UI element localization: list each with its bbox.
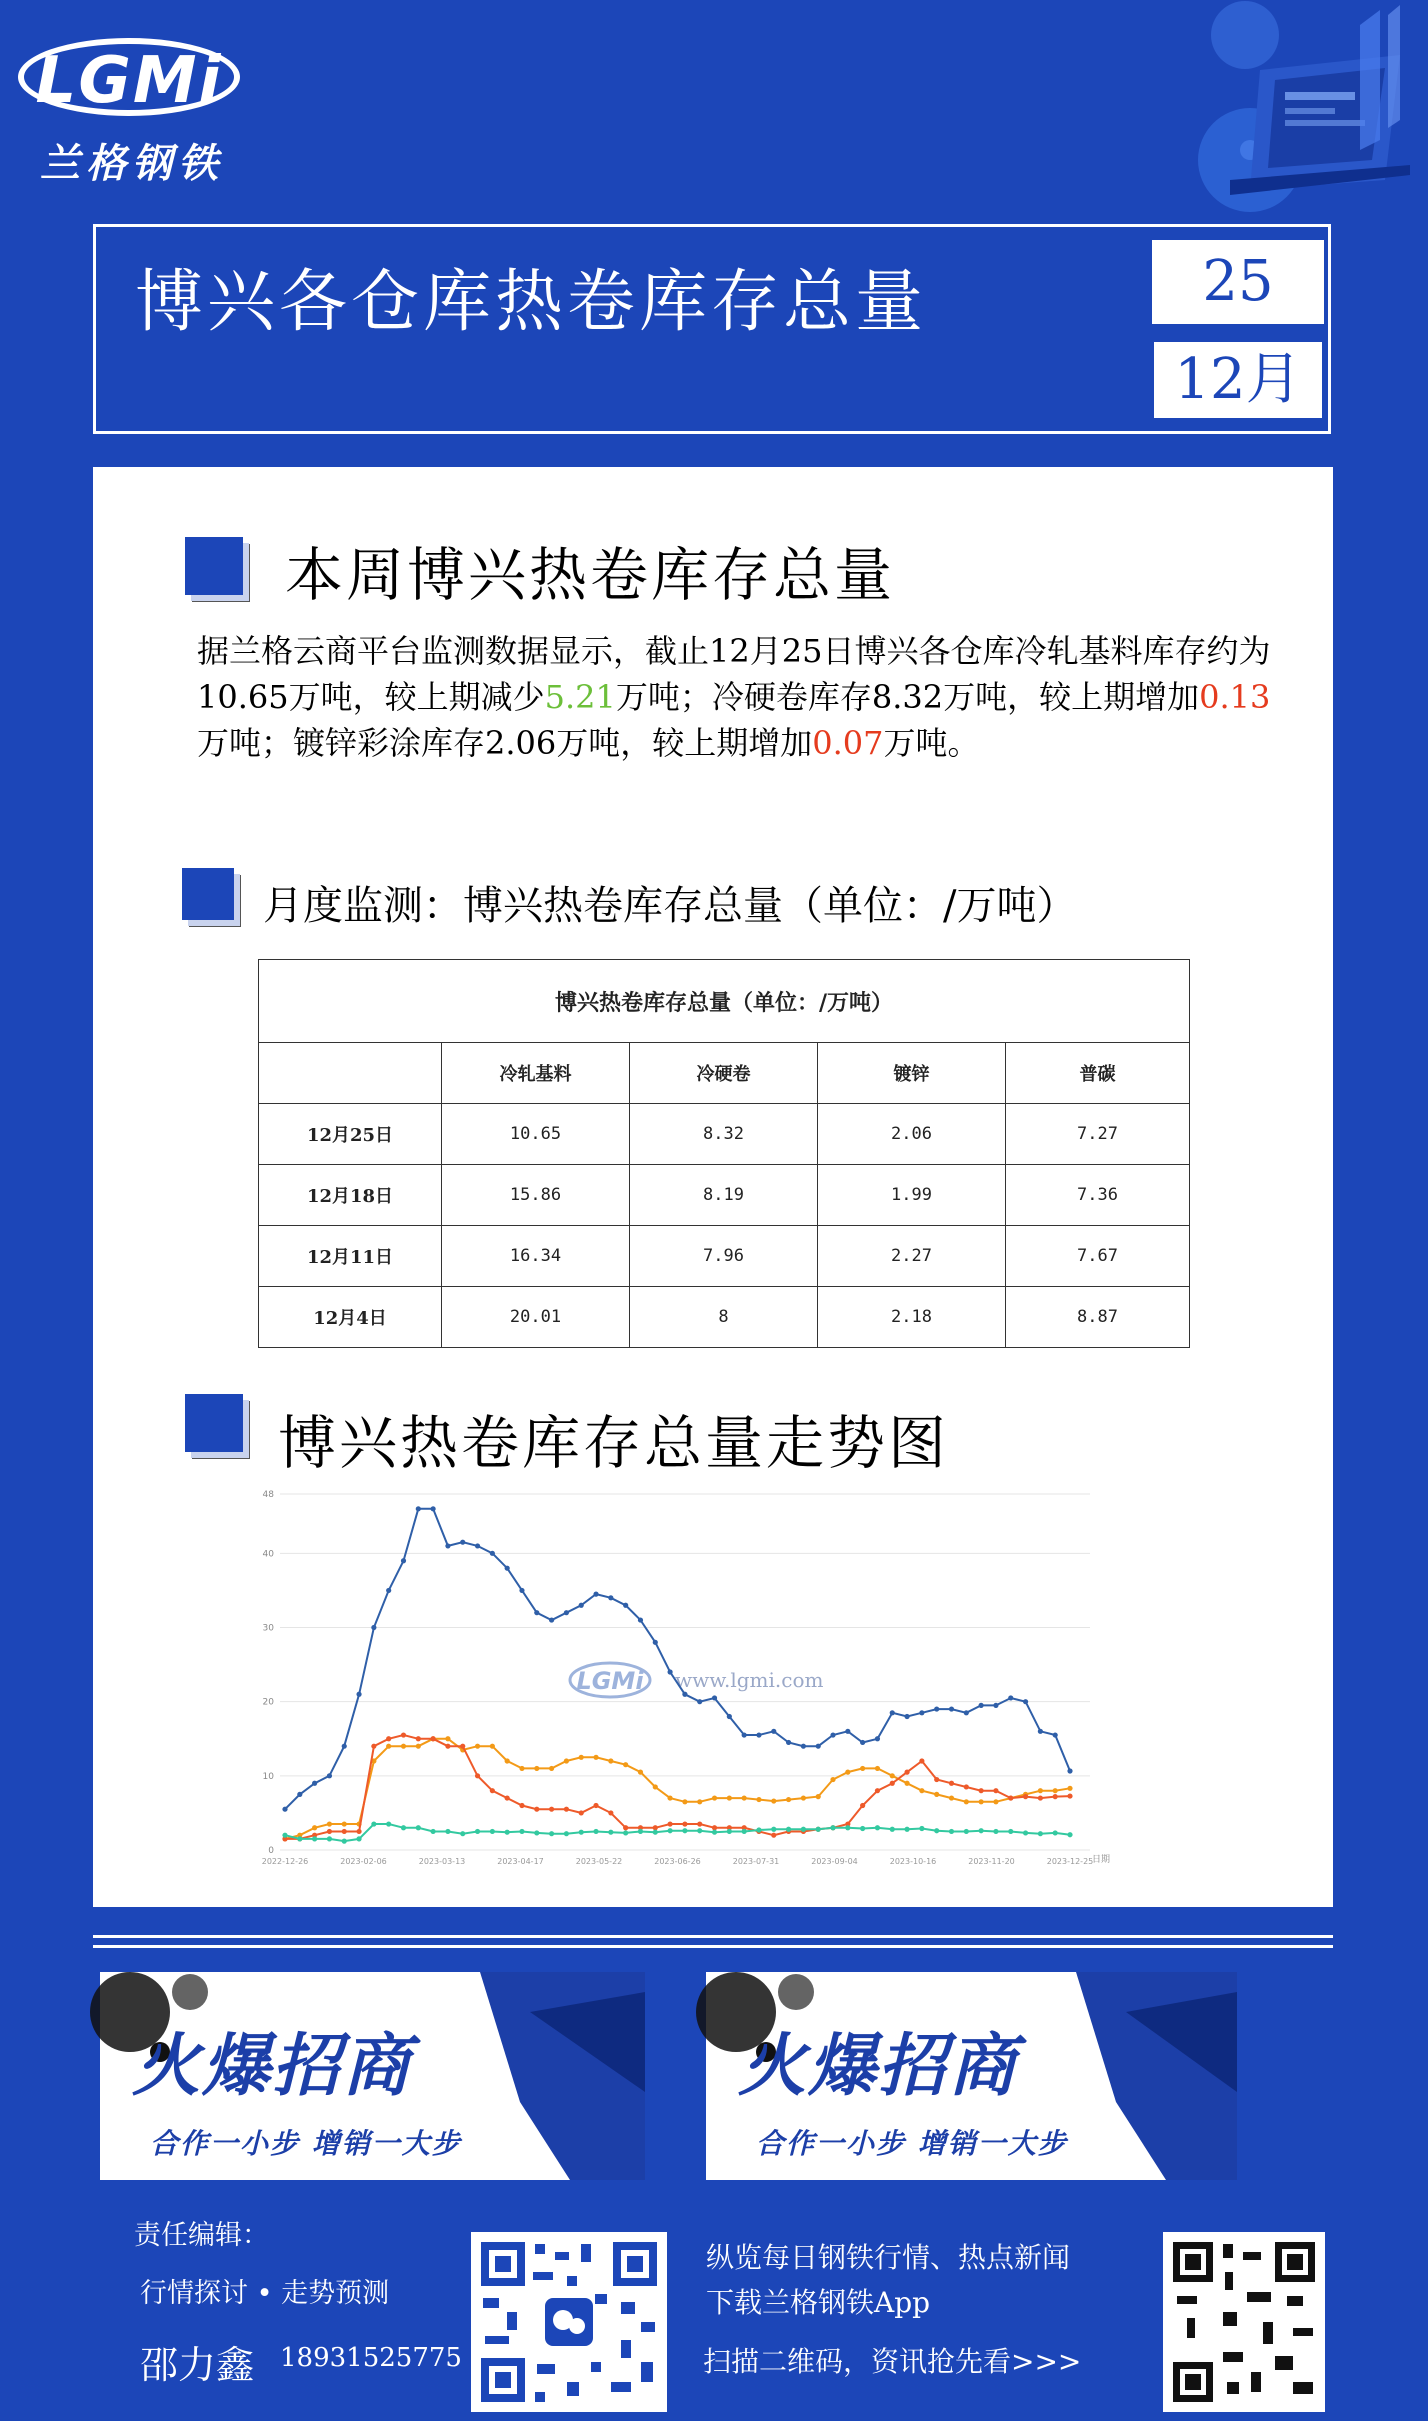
data-point bbox=[638, 1770, 643, 1775]
data-point bbox=[875, 1736, 880, 1741]
data-point bbox=[416, 1744, 421, 1749]
data-point bbox=[431, 1829, 436, 1834]
data-point bbox=[579, 1755, 584, 1760]
data-point bbox=[401, 1558, 406, 1563]
data-point bbox=[297, 1792, 302, 1797]
data-point bbox=[1038, 1788, 1043, 1793]
data-point bbox=[845, 1770, 850, 1775]
data-point bbox=[356, 1829, 361, 1834]
data-point bbox=[475, 1829, 480, 1834]
data-point bbox=[1067, 1793, 1072, 1798]
y-tick-label: 0 bbox=[268, 1846, 274, 1856]
ad-banner-right[interactable] bbox=[706, 1972, 1237, 2180]
y-tick-label: 48 bbox=[262, 1490, 274, 1500]
x-tick-label: 2023-10-16 bbox=[889, 1857, 937, 1866]
data-point bbox=[786, 1827, 791, 1832]
data-point bbox=[416, 1506, 421, 1511]
data-point bbox=[490, 1551, 495, 1556]
data-point bbox=[282, 1833, 287, 1838]
data-point bbox=[949, 1829, 954, 1834]
row-date: 12月18日 bbox=[259, 1165, 442, 1226]
data-point bbox=[993, 1788, 998, 1793]
table-row bbox=[259, 1287, 1190, 1348]
data-point bbox=[756, 1827, 761, 1832]
data-point bbox=[638, 1829, 643, 1834]
data-point bbox=[431, 1506, 436, 1511]
data-point bbox=[549, 1807, 554, 1812]
data-point bbox=[756, 1797, 761, 1802]
data-point bbox=[816, 1744, 821, 1749]
row-date: 12月4日 bbox=[259, 1287, 442, 1348]
data-point bbox=[564, 1831, 569, 1836]
data-point bbox=[386, 1821, 391, 1826]
data-point bbox=[816, 1827, 821, 1832]
data-point bbox=[356, 1836, 361, 1841]
ad-headline: 火爆招商 bbox=[738, 2027, 1019, 2106]
data-point bbox=[875, 1766, 880, 1771]
data-point bbox=[1067, 1832, 1072, 1837]
data-point bbox=[653, 1640, 658, 1645]
series-line-1 bbox=[285, 1509, 1070, 1809]
data-point bbox=[890, 1773, 895, 1778]
x-tick-label: 2023-06-26 bbox=[654, 1857, 701, 1866]
section-square-icon bbox=[185, 537, 243, 595]
data-point bbox=[297, 1836, 302, 1841]
data-point bbox=[742, 1795, 747, 1800]
data-point bbox=[1023, 1699, 1028, 1704]
data-point bbox=[934, 1828, 939, 1833]
data-point bbox=[371, 1625, 376, 1630]
data-point bbox=[904, 1714, 909, 1719]
data-point bbox=[653, 1830, 658, 1835]
x-axis-end-label: 日期 bbox=[1092, 1855, 1111, 1865]
data-point bbox=[904, 1827, 909, 1832]
data-point bbox=[727, 1829, 732, 1834]
data-point bbox=[445, 1543, 450, 1548]
ad-subline: 合作一小步 增销一大步 bbox=[150, 2127, 462, 2160]
x-tick-label: 2023-11-20 bbox=[968, 1857, 1015, 1866]
data-point bbox=[342, 1839, 347, 1844]
data-point bbox=[771, 1833, 776, 1838]
table-cell: 8 bbox=[630, 1287, 818, 1348]
data-point bbox=[416, 1736, 421, 1741]
data-point bbox=[1038, 1729, 1043, 1734]
data-point bbox=[608, 1758, 613, 1763]
data-point bbox=[534, 1610, 539, 1615]
data-point bbox=[816, 1794, 821, 1799]
table-header-cell: 冷轧基料 bbox=[442, 1043, 630, 1104]
data-point bbox=[860, 1766, 865, 1771]
data-point bbox=[756, 1732, 761, 1737]
data-point bbox=[475, 1744, 480, 1749]
editor-name: 邵力鑫 bbox=[140, 2343, 255, 2387]
data-point bbox=[979, 1703, 984, 1708]
data-point bbox=[371, 1821, 376, 1826]
data-point bbox=[312, 1781, 317, 1786]
data-point bbox=[860, 1826, 865, 1831]
table-cell: 2.27 bbox=[818, 1226, 1006, 1287]
data-point bbox=[890, 1710, 895, 1715]
section-heading-monthly: 月度监测：博兴热卷库存总量（单位：/万吨） bbox=[263, 883, 1077, 929]
y-tick-label: 10 bbox=[262, 1771, 274, 1782]
data-point bbox=[505, 1795, 510, 1800]
editor-phone: 18931525775 bbox=[280, 2343, 462, 2373]
data-point bbox=[993, 1799, 998, 1804]
table-cell: 8.87 bbox=[1006, 1287, 1190, 1348]
table-cell: 2.18 bbox=[818, 1287, 1006, 1348]
ad-headline: 火爆招商 bbox=[132, 2027, 413, 2106]
data-point bbox=[801, 1827, 806, 1832]
table-cell: 7.67 bbox=[1006, 1226, 1190, 1287]
data-point bbox=[919, 1710, 924, 1715]
data-point bbox=[934, 1777, 939, 1782]
section-square-icon bbox=[182, 868, 234, 920]
data-point bbox=[519, 1829, 524, 1834]
data-point bbox=[682, 1799, 687, 1804]
divider bbox=[93, 1945, 1333, 1948]
data-point bbox=[1038, 1831, 1043, 1836]
data-point bbox=[386, 1736, 391, 1741]
data-point bbox=[519, 1588, 524, 1593]
section-heading-weekly: 本周博兴热卷库存总量 bbox=[285, 541, 896, 609]
data-point bbox=[564, 1758, 569, 1763]
data-point bbox=[386, 1744, 391, 1749]
data-point bbox=[830, 1777, 835, 1782]
table-cell: 7.96 bbox=[630, 1226, 818, 1287]
data-point bbox=[386, 1588, 391, 1593]
row-date: 12月11日 bbox=[259, 1226, 442, 1287]
data-point bbox=[845, 1825, 850, 1830]
data-point bbox=[505, 1566, 510, 1571]
summary-paragraph: 据兰格云商平台监测数据显示，截止12月25日博兴各仓库冷轧基料库存约为10.65万吨，较上期减少5.21万吨；冷硬卷库存8.32万吨，较上期增加0.13万吨；镀锌彩涂库存2.06万吨，较上期增加0.07万吨。 bbox=[197, 632, 1271, 762]
table-row bbox=[259, 1104, 1190, 1165]
data-point bbox=[623, 1603, 628, 1608]
data-point bbox=[904, 1770, 909, 1775]
data-point bbox=[949, 1781, 954, 1786]
data-point bbox=[623, 1825, 628, 1830]
data-point bbox=[786, 1797, 791, 1802]
data-point bbox=[505, 1830, 510, 1835]
trend-chart bbox=[255, 1484, 1111, 1876]
data-point bbox=[964, 1799, 969, 1804]
data-point bbox=[1053, 1830, 1058, 1835]
data-point bbox=[356, 1692, 361, 1697]
data-point bbox=[416, 1825, 421, 1830]
data-point bbox=[327, 1836, 332, 1841]
table-header-row bbox=[259, 1043, 1190, 1104]
table-header-cell bbox=[259, 1043, 442, 1104]
table-row bbox=[259, 1165, 1190, 1226]
data-point bbox=[964, 1829, 969, 1834]
data-point bbox=[860, 1740, 865, 1745]
data-point bbox=[712, 1795, 717, 1800]
date-day: 25 bbox=[1152, 240, 1324, 324]
table-header-cell: 普碳 bbox=[1006, 1043, 1190, 1104]
y-tick-label: 20 bbox=[262, 1697, 274, 1708]
data-point bbox=[667, 1828, 672, 1833]
data-point bbox=[1008, 1829, 1013, 1834]
data-point bbox=[1038, 1795, 1043, 1800]
data-point bbox=[771, 1798, 776, 1803]
data-point bbox=[830, 1825, 835, 1830]
data-point bbox=[342, 1829, 347, 1834]
table-header-cell: 冷硬卷 bbox=[630, 1043, 818, 1104]
data-point bbox=[727, 1714, 732, 1719]
data-point bbox=[993, 1703, 998, 1708]
data-point bbox=[312, 1836, 317, 1841]
data-point bbox=[490, 1788, 495, 1793]
data-point bbox=[564, 1807, 569, 1812]
data-point bbox=[475, 1543, 480, 1548]
x-tick-label: 2023-07-31 bbox=[732, 1857, 780, 1866]
laptop-illustration-icon bbox=[1110, 0, 1428, 210]
y-tick-label: 30 bbox=[262, 1623, 274, 1634]
data-point bbox=[608, 1810, 613, 1815]
app-promo-line2: 下载兰格钢铁App bbox=[706, 2286, 931, 2319]
chart-watermark: www.lgmi.com bbox=[675, 1668, 824, 1692]
slogan: 行情探讨 • 走势预测 bbox=[140, 2278, 390, 2309]
data-point bbox=[579, 1810, 584, 1815]
data-point bbox=[593, 1829, 598, 1834]
wechat-qr-code-icon[interactable] bbox=[471, 2232, 667, 2412]
data-point bbox=[445, 1744, 450, 1749]
data-point bbox=[327, 1773, 332, 1778]
data-point bbox=[979, 1828, 984, 1833]
increase-value: 0.13 bbox=[1199, 678, 1271, 716]
x-tick-label: 2023-02-06 bbox=[340, 1857, 387, 1866]
logo-chinese-name: 兰格钢铁 bbox=[40, 140, 224, 187]
section-heading-trend: 博兴热卷库存总量走势图 bbox=[278, 1409, 950, 1477]
table-cell: 15.86 bbox=[442, 1165, 630, 1226]
data-point bbox=[549, 1831, 554, 1836]
table-cell: 8.32 bbox=[630, 1104, 818, 1165]
data-point bbox=[1053, 1788, 1058, 1793]
data-point bbox=[1053, 1732, 1058, 1737]
data-point bbox=[519, 1766, 524, 1771]
data-point bbox=[342, 1744, 347, 1749]
data-point bbox=[860, 1803, 865, 1808]
x-tick-label: 2023-05-22 bbox=[575, 1857, 623, 1866]
data-point bbox=[534, 1830, 539, 1835]
table-cell: 10.65 bbox=[442, 1104, 630, 1165]
table-cell: 7.27 bbox=[1006, 1104, 1190, 1165]
data-point bbox=[623, 1762, 628, 1767]
table-cell: 1.99 bbox=[818, 1165, 1006, 1226]
data-point bbox=[727, 1795, 732, 1800]
x-tick-label: 2022-12-26 bbox=[261, 1857, 309, 1866]
data-point bbox=[742, 1732, 747, 1737]
data-point bbox=[282, 1807, 287, 1812]
series-line-3 bbox=[285, 1735, 1070, 1839]
x-tick-label: 2023-04-17 bbox=[497, 1857, 544, 1866]
data-point bbox=[875, 1788, 880, 1793]
data-point bbox=[549, 1617, 554, 1622]
app-promo-line1: 纵览每日钢铁行情、热点新闻 bbox=[706, 2241, 1071, 2274]
svg-text:LGMi: LGMi bbox=[576, 1667, 644, 1695]
data-point bbox=[401, 1732, 406, 1737]
data-point bbox=[312, 1825, 317, 1830]
table-caption: 博兴热卷库存总量（单位：/万吨） bbox=[259, 960, 1190, 1043]
data-point bbox=[519, 1803, 524, 1808]
data-point bbox=[653, 1784, 658, 1789]
data-point bbox=[801, 1744, 806, 1749]
date-month: 12月 bbox=[1152, 340, 1324, 420]
data-point bbox=[475, 1773, 480, 1778]
data-point bbox=[697, 1828, 702, 1833]
data-point bbox=[875, 1825, 880, 1830]
data-point bbox=[771, 1729, 776, 1734]
x-tick-label: 2023-09-04 bbox=[811, 1857, 858, 1866]
table-cell: 8.19 bbox=[630, 1165, 818, 1226]
data-point bbox=[742, 1829, 747, 1834]
data-point bbox=[490, 1829, 495, 1834]
table-cell: 20.01 bbox=[442, 1287, 630, 1348]
app-promo-line3: 扫描二维码，资讯抢先看>>> bbox=[703, 2345, 1082, 2378]
data-point bbox=[608, 1595, 613, 1600]
data-point bbox=[934, 1706, 939, 1711]
data-point bbox=[919, 1826, 924, 1831]
data-point bbox=[682, 1692, 687, 1697]
inventory-table bbox=[258, 959, 1190, 1348]
ad-subline: 合作一小步 增销一大步 bbox=[756, 2127, 1068, 2160]
data-point bbox=[342, 1821, 347, 1826]
data-point bbox=[712, 1695, 717, 1700]
table-row bbox=[259, 1226, 1190, 1287]
data-point bbox=[1067, 1768, 1072, 1773]
data-point bbox=[712, 1825, 717, 1830]
increase-value: 0.07 bbox=[812, 724, 884, 762]
data-point bbox=[979, 1788, 984, 1793]
x-tick-label: 2023-03-13 bbox=[418, 1857, 466, 1866]
table-cell: 7.36 bbox=[1006, 1165, 1190, 1226]
data-point bbox=[593, 1755, 598, 1760]
data-point bbox=[638, 1617, 643, 1622]
data-point bbox=[401, 1744, 406, 1749]
data-point bbox=[579, 1603, 584, 1608]
data-point bbox=[579, 1830, 584, 1835]
divider bbox=[93, 1935, 1333, 1938]
data-point bbox=[1023, 1830, 1028, 1835]
data-point bbox=[712, 1830, 717, 1835]
data-point bbox=[1023, 1794, 1028, 1799]
data-point bbox=[919, 1788, 924, 1793]
data-point bbox=[786, 1740, 791, 1745]
watermark-logo-icon bbox=[570, 1663, 650, 1697]
data-point bbox=[1008, 1795, 1013, 1800]
data-point bbox=[682, 1828, 687, 1833]
data-point bbox=[534, 1766, 539, 1771]
data-point bbox=[564, 1610, 569, 1615]
data-point bbox=[682, 1821, 687, 1826]
data-point bbox=[993, 1829, 998, 1834]
table-cell: 2.06 bbox=[818, 1104, 1006, 1165]
data-point bbox=[460, 1831, 465, 1836]
data-point bbox=[919, 1758, 924, 1763]
data-point bbox=[667, 1821, 672, 1826]
data-point bbox=[593, 1803, 598, 1808]
data-point bbox=[801, 1795, 806, 1800]
table-cell: 16.34 bbox=[442, 1226, 630, 1287]
data-point bbox=[327, 1829, 332, 1834]
data-point bbox=[890, 1827, 895, 1832]
data-point bbox=[445, 1736, 450, 1741]
data-point bbox=[979, 1799, 984, 1804]
data-point bbox=[1008, 1695, 1013, 1700]
data-point bbox=[771, 1827, 776, 1832]
data-point bbox=[904, 1781, 909, 1786]
table-header-cell: 镀锌 bbox=[818, 1043, 1006, 1104]
data-point bbox=[697, 1799, 702, 1804]
data-point bbox=[964, 1784, 969, 1789]
app-download-qr-code-icon[interactable] bbox=[1163, 2232, 1325, 2412]
page-title: 博兴各仓库热卷库存总量 bbox=[135, 263, 928, 342]
data-point bbox=[505, 1758, 510, 1763]
data-point bbox=[653, 1825, 658, 1830]
data-point bbox=[949, 1795, 954, 1800]
data-point bbox=[460, 1744, 465, 1749]
data-point bbox=[949, 1706, 954, 1711]
decrease-value: 5.21 bbox=[544, 678, 616, 716]
data-point bbox=[697, 1821, 702, 1826]
x-tick-label: 2023-12-25 bbox=[1046, 1857, 1094, 1866]
brand-logo bbox=[18, 20, 243, 187]
data-point bbox=[460, 1540, 465, 1545]
data-point bbox=[534, 1807, 539, 1812]
data-point bbox=[830, 1732, 835, 1737]
data-point bbox=[667, 1795, 672, 1800]
data-point bbox=[549, 1766, 554, 1771]
row-date: 12月25日 bbox=[259, 1104, 442, 1165]
data-point bbox=[608, 1830, 613, 1835]
data-point bbox=[697, 1699, 702, 1704]
data-point bbox=[327, 1821, 332, 1826]
data-point bbox=[623, 1830, 628, 1835]
data-point bbox=[401, 1825, 406, 1830]
data-point bbox=[964, 1710, 969, 1715]
ad-banner-left[interactable] bbox=[100, 1972, 645, 2180]
logo-wordmark: LGMi bbox=[35, 44, 223, 118]
data-point bbox=[934, 1792, 939, 1797]
editor-label: 责任编辑： bbox=[134, 2220, 269, 2251]
data-point bbox=[371, 1744, 376, 1749]
y-tick-label: 40 bbox=[262, 1549, 274, 1560]
data-point bbox=[431, 1736, 436, 1741]
data-point bbox=[890, 1781, 895, 1786]
data-point bbox=[667, 1669, 672, 1674]
data-point bbox=[845, 1729, 850, 1734]
data-point bbox=[1053, 1794, 1058, 1799]
data-point bbox=[593, 1592, 598, 1597]
section-square-icon bbox=[185, 1394, 243, 1452]
data-point bbox=[490, 1744, 495, 1749]
data-point bbox=[445, 1829, 450, 1834]
data-point bbox=[1067, 1786, 1072, 1791]
